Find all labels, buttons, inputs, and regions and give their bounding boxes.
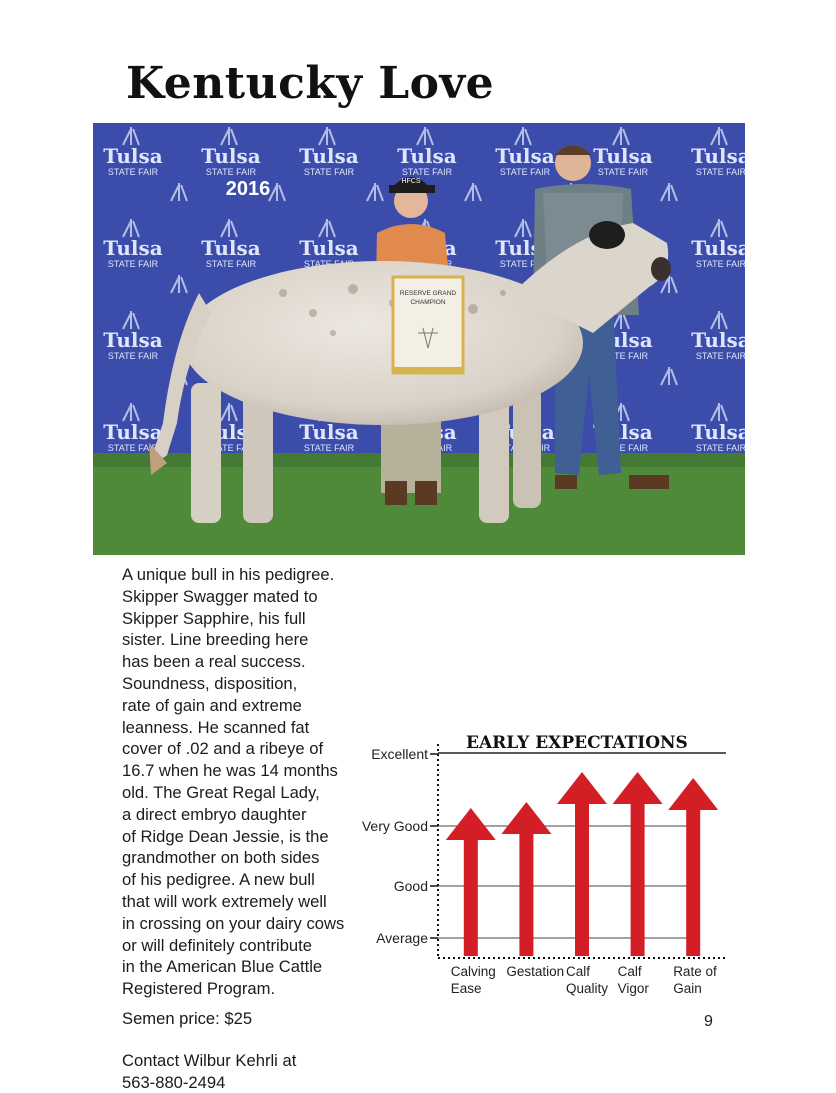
category-label: Gestation xyxy=(506,964,565,979)
reserve-champion-banner xyxy=(393,277,463,373)
bar-arrow xyxy=(613,772,663,956)
category-label: Ease xyxy=(450,981,482,996)
chart-title: EARLY EXPECTATIONS xyxy=(466,733,688,753)
description-line: in the American Blue Cattle xyxy=(122,957,323,977)
description-line: of his pedigree. A new bull xyxy=(122,870,315,890)
description-line: Skipper Swagger mated to xyxy=(122,586,318,606)
description-line: old. The Great Regal Lady, xyxy=(122,782,320,802)
bar-arrow xyxy=(557,772,607,956)
description-line: Soundness, disposition, xyxy=(122,673,298,693)
photo-illustration xyxy=(93,123,745,555)
description-line: in crossing on your dairy cows xyxy=(122,913,345,933)
category-label: Rate of xyxy=(673,964,717,979)
banner-line-1: RESERVE GRAND xyxy=(399,290,457,297)
bar-arrow xyxy=(668,778,718,956)
description-line: Skipper Sapphire, his full xyxy=(122,608,306,628)
semen-price: Semen price: $25 xyxy=(122,1009,253,1028)
description-line: cover of .02 and a ribeye of xyxy=(122,739,324,759)
bull-description xyxy=(122,564,362,1000)
description-line: of Ridge Dean Jessie, is the xyxy=(122,826,329,846)
description-line: that will work extremely well xyxy=(122,891,327,911)
y-level-label: Good xyxy=(393,878,428,894)
y-level-label: Very Good xyxy=(361,818,428,834)
category-label: Gain xyxy=(673,981,702,996)
y-level-label: Average xyxy=(376,930,428,946)
category-label: Calf xyxy=(617,964,642,979)
y-level-label: Excellent xyxy=(371,746,428,762)
category-label: Calving xyxy=(450,964,496,979)
description-line: rate of gain and extreme xyxy=(122,695,302,715)
cap-text: HFCS xyxy=(401,178,421,185)
backdrop-year: 2016 xyxy=(225,178,271,200)
description-line: 16.7 when he was 14 months xyxy=(122,761,338,781)
description-line: Registered Program. xyxy=(122,979,276,999)
page-title: Kentucky Love xyxy=(126,58,495,109)
description-line: A unique bull in his pedigree. xyxy=(122,565,335,584)
banner-line-2: CHAMPION xyxy=(410,299,446,306)
description-line: a direct embryo daughter xyxy=(122,804,307,824)
description-line: or will definitely contribute xyxy=(122,935,312,955)
category-label: Calf xyxy=(566,964,591,979)
contact-phone-partial: 563-880-2494 xyxy=(122,1073,226,1092)
description-line: sister. Line breeding here xyxy=(122,630,309,650)
bar-arrow xyxy=(446,808,496,956)
early-expectations-chart xyxy=(350,728,740,1008)
contact-text: Contact Wilbur Kehrli at xyxy=(122,1051,297,1070)
description-line: grandmother on both sides xyxy=(122,848,320,868)
description-line: has been a real success. xyxy=(122,652,306,672)
bar-arrow xyxy=(501,802,551,956)
category-label: Quality xyxy=(566,981,609,996)
page-number: 9 xyxy=(704,1013,713,1030)
category-label: Vigor xyxy=(617,981,649,996)
bull-photo xyxy=(93,123,745,555)
description-line: leanness. He scanned fat xyxy=(122,717,310,737)
